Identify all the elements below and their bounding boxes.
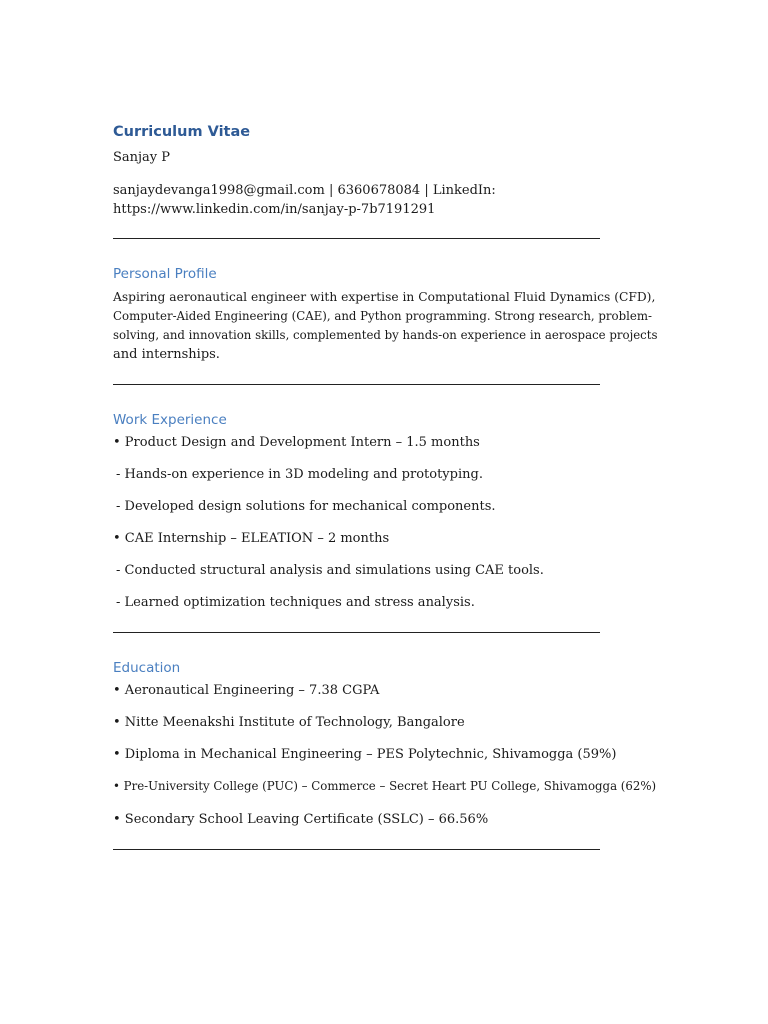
education-item: • Nitte Meenakshi Institute of Technology, Bangalore [113,715,465,730]
section-divider [113,849,600,850]
education-item: • Aeronautical Engineering – 7.38 CGPA [113,683,380,698]
profile-line: Computer-Aided Engineering (CAE), and Python programming. Strong research, problem- [113,309,652,323]
education-heading: Education [113,660,181,676]
candidate-name: Sanjay P [113,150,171,165]
contact-line: sanjaydevanga1998@gmail.com | 6360678084 | LinkedIn: [113,183,496,198]
section-divider [113,238,600,239]
personal-profile-heading: Personal Profile [113,266,217,282]
profile-line: solving, and innovation skills, complemented by hands-on experience in aerospace projects [113,328,658,342]
section-divider [113,632,600,633]
document-title: Curriculum Vitae [113,124,251,140]
education-item: • Secondary School Leaving Certificate (SSLC) – 66.56% [113,812,489,827]
work-detail: - Developed design solutions for mechanical components. [116,499,496,514]
work-item: • Product Design and Development Intern – 1.5 months [113,435,480,450]
work-detail: - Conducted structural analysis and simulations using CAE tools. [116,563,544,578]
work-item: • CAE Internship – ELEATION – 2 months [113,531,390,546]
work-detail: - Hands-on experience in 3D modeling and prototyping. [116,467,483,482]
linkedin-url: https://www.linkedin.com/in/sanjay-p-7b7191291 [113,202,436,217]
education-item: • Diploma in Mechanical Engineering – PES Polytechnic, Shivamogga (59%) [113,747,617,762]
work-detail: - Learned optimization techniques and stress analysis. [116,595,475,610]
work-experience-heading: Work Experience [113,412,227,428]
education-item: • Pre-University College (PUC) – Commerce – Secret Heart PU College, Shivamogga (62%) [113,779,657,793]
profile-line: and internships. [113,347,220,362]
profile-line: Aspiring aeronautical engineer with expertise in Computational Fluid Dynamics (CFD), [113,290,656,304]
section-divider [113,384,600,385]
